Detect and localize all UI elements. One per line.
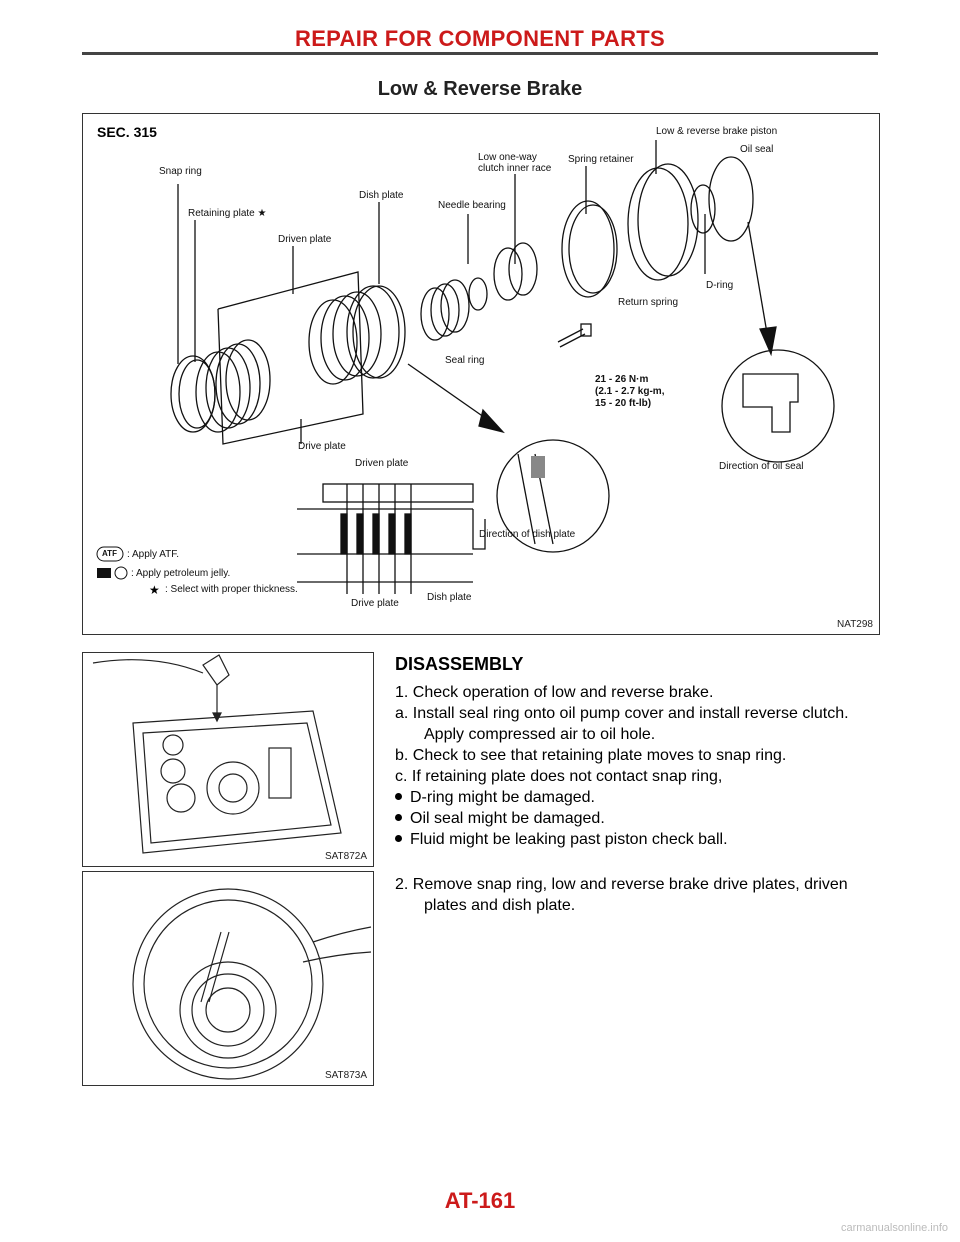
label-low-one-way-1: Low one-way bbox=[478, 152, 537, 163]
bullet-item bbox=[395, 829, 728, 850]
label-torque-3: 15 - 20 ft-lb) bbox=[595, 398, 652, 409]
label-torque-1: 21 - 26 N·m bbox=[595, 374, 649, 385]
page-number: AT-161 bbox=[444, 1188, 516, 1213]
label-piston: Low & reverse brake piston bbox=[656, 126, 778, 137]
bullet-text: D-ring might be damaged. bbox=[410, 789, 595, 806]
step-2: 2. Remove snap ring, low and reverse brake drive plates, driven bbox=[395, 876, 848, 893]
label-d-ring: D-ring bbox=[706, 280, 734, 291]
disassembly-heading: DISASSEMBLY bbox=[395, 654, 524, 674]
figure-code: SAT873A bbox=[324, 1070, 367, 1081]
label-low-one-way-2: clutch inner race bbox=[478, 163, 552, 174]
step-a-continued: Apply compressed air to oil hole. bbox=[424, 726, 656, 743]
watermark: carmanualsonline.info bbox=[840, 1222, 948, 1234]
sec-number: SEC. 315 bbox=[97, 124, 157, 140]
figure-sat873a bbox=[82, 871, 374, 1086]
label-drive-plate: Drive plate bbox=[298, 441, 346, 452]
step-1: 1. Check operation of low and reverse brake. bbox=[395, 684, 714, 701]
label-drive-plate-2: Drive plate bbox=[351, 598, 399, 609]
legend-atf: : Apply ATF. bbox=[127, 549, 180, 560]
label-spring-retainer: Spring retainer bbox=[568, 154, 634, 165]
label-oil-seal: Oil seal bbox=[740, 144, 774, 155]
bullet-item bbox=[395, 787, 595, 808]
main-figure bbox=[82, 113, 880, 635]
label-seal-ring: Seal ring bbox=[445, 355, 485, 366]
label-driven-plate: Driven plate bbox=[278, 234, 332, 245]
bullet-text: Oil seal might be damaged. bbox=[410, 810, 605, 827]
bullet-icon bbox=[395, 835, 402, 842]
label-direction-dish: Direction of dish plate bbox=[479, 529, 576, 540]
bullet-icon bbox=[395, 814, 402, 821]
legend-star: : Select with proper thickness. bbox=[165, 584, 298, 595]
legend-jelly: : Apply petroleum jelly. bbox=[131, 568, 231, 579]
figure-code: NAT298 bbox=[837, 619, 873, 630]
bullet-item bbox=[395, 808, 605, 829]
legend-atf-symbol: ATF bbox=[102, 549, 117, 558]
figure-code: SAT872A bbox=[324, 851, 367, 862]
step-2-continued: plates and dish plate. bbox=[424, 897, 576, 914]
section-title: Low & Reverse Brake bbox=[377, 78, 583, 100]
svg-text:★: ★ bbox=[149, 583, 160, 597]
label-dish-plate-2: Dish plate bbox=[427, 592, 472, 603]
bullet-text: Fluid might be leaking past piston check ball. bbox=[410, 831, 728, 848]
label-dish-plate: Dish plate bbox=[359, 190, 404, 201]
label-retaining-plate: Retaining plate ★ bbox=[188, 208, 267, 219]
step-a: a. Install seal ring onto oil pump cover and install reverse clutch. bbox=[395, 705, 849, 722]
bullet-icon bbox=[395, 793, 402, 800]
step-c: c. If retaining plate does not contact snap ring, bbox=[395, 768, 723, 785]
exploded-view-drawing bbox=[83, 114, 879, 634]
step-b: b. Check to see that retaining plate moves to snap ring. bbox=[395, 747, 787, 764]
label-torque-2: (2.1 - 2.7 kg-m, bbox=[595, 386, 665, 397]
label-needle-bearing: Needle bearing bbox=[438, 200, 506, 211]
page-header-title: REPAIR FOR COMPONENT PARTS bbox=[295, 26, 665, 51]
snap-ring-removal-drawing bbox=[83, 872, 373, 1085]
label-direction-seal: Direction of oil seal bbox=[719, 461, 804, 472]
header-rule bbox=[82, 52, 878, 55]
figure-sat872a bbox=[82, 652, 374, 867]
label-driven-plate-2: Driven plate bbox=[355, 458, 409, 469]
label-snap-ring: Snap ring bbox=[159, 166, 202, 177]
oil-pump-air-drawing bbox=[83, 653, 373, 866]
label-return-spring: Return spring bbox=[618, 297, 679, 308]
